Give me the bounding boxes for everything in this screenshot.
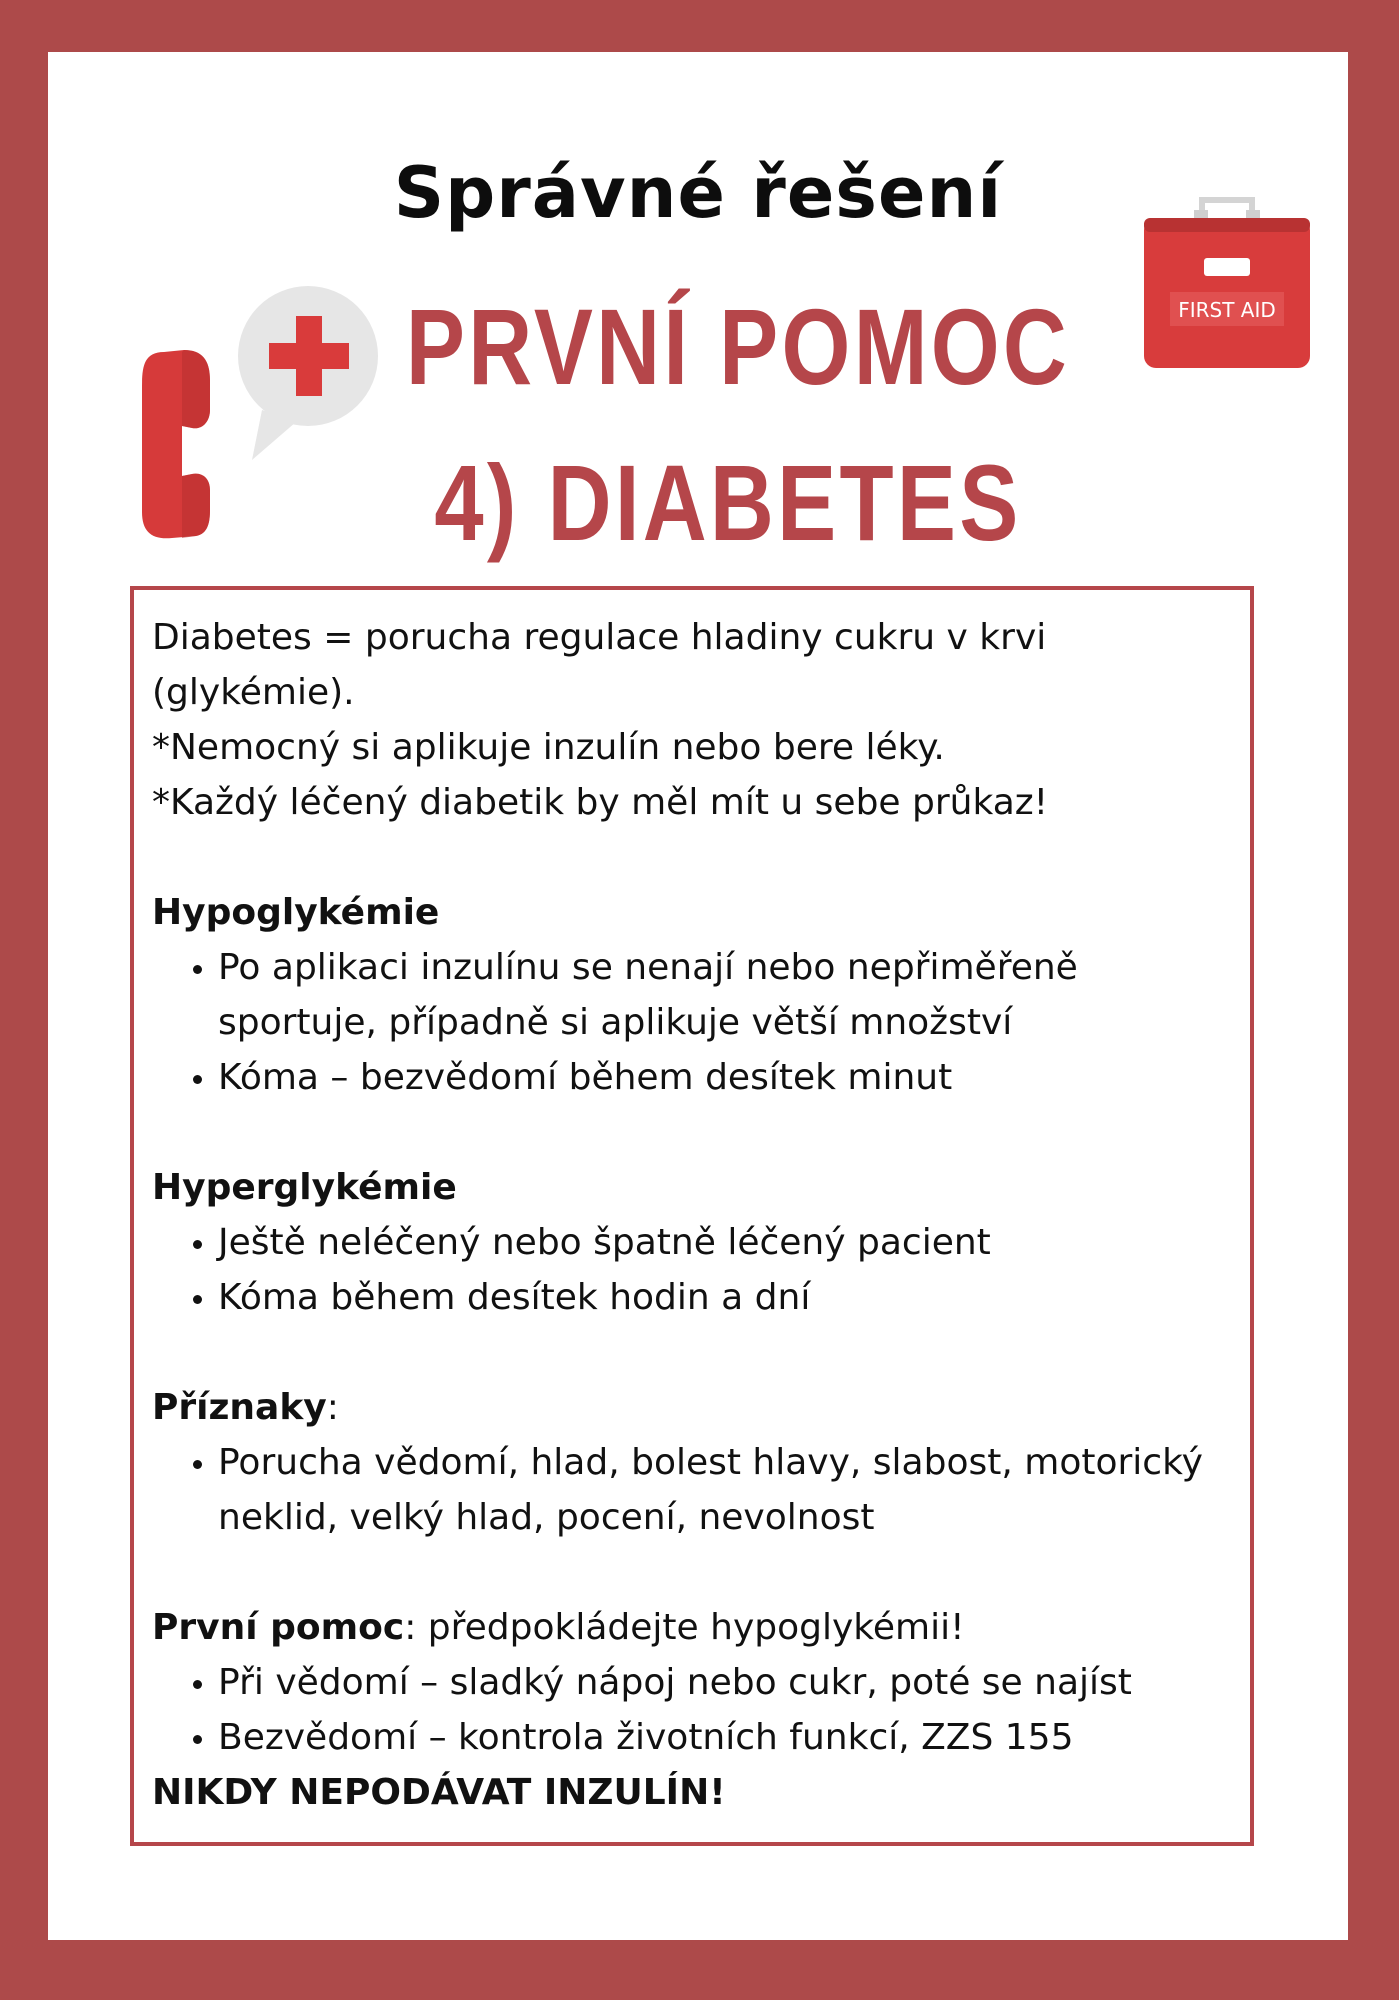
poster-subtitle: Správné řešení — [393, 152, 1003, 234]
first-aid-kit-icon — [1142, 196, 1312, 371]
symptoms-heading-line — [152, 1380, 1232, 1435]
list-item: • Ještě neléčený nebo špatně léčený pacient — [218, 1215, 1232, 1270]
info-box — [130, 586, 1254, 1846]
list-item: • Kóma – bezvědomí během desítek minut — [218, 1050, 1232, 1105]
first-aid-heading: První pomoc — [152, 1607, 405, 1648]
insulin-warning: NIKDY NEPODÁVAT INZULÍN! — [152, 1772, 726, 1813]
headline-first-aid: PRVNÍ POMOC — [405, 286, 1071, 407]
first-aid-kit-label: FIRST AID — [1178, 298, 1276, 322]
hyperglycemia-heading: Hyperglykémie — [152, 1167, 457, 1208]
list-item: • Kóma během desítek hodin a dní — [218, 1270, 1232, 1325]
symptoms-heading: Příznaky — [152, 1387, 327, 1428]
hypoglycemia-list — [152, 940, 1232, 1105]
intro-definition: Diabetes = porucha regulace hladiny cukru v krvi (glykémie). — [152, 617, 1047, 713]
list-item: • Bezvědomí – kontrola životních funkcí, ZZS 155 — [218, 1710, 1232, 1765]
list-item: • Porucha vědomí, hlad, bolest hlavy, slabost, motorický neklid, velký hlad, pocení, nevolnost — [218, 1435, 1232, 1545]
hypoglycemia-heading: Hypoglykémie — [152, 892, 440, 933]
intro-note-id-card: *Každý léčený diabetik by měl mít u sebe průkaz! — [152, 782, 1049, 823]
first-aid-heading-line — [152, 1600, 1232, 1655]
poster-sheet — [48, 52, 1348, 1940]
intro-note-insulin: *Nemocný si aplikuje inzulín nebo bere léky. — [152, 727, 945, 768]
list-item: • Při vědomí – sladký nápoj nebo cukr, poté se najíst — [218, 1655, 1232, 1710]
hyperglycemia-list — [152, 1215, 1232, 1325]
headline-diabetes: 4) DIABETES — [434, 442, 1022, 563]
first-aid-list — [152, 1655, 1232, 1765]
symptoms-heading-suffix: : — [326, 1387, 339, 1428]
list-item: • Po aplikaci inzulínu se nenají nebo nepřiměřeně sportuje, případně si aplikuje větší množství — [218, 940, 1232, 1050]
first-aid-heading-suffix: : předpokládejte hypoglykémii! — [404, 1607, 965, 1648]
symptoms-list — [152, 1435, 1232, 1545]
